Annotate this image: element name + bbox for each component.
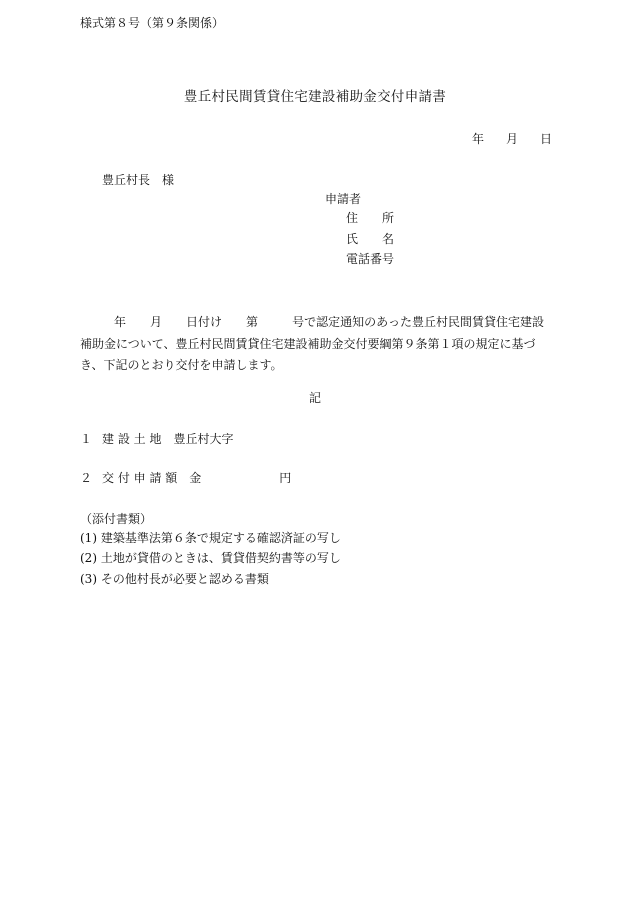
- attachment-item: (2) 土地が貸借のときは、賃貸借契約書等の写し: [80, 551, 341, 565]
- item-value: 金: [189, 471, 202, 485]
- item-construction-land: [80, 433, 233, 445]
- attachment-item: (3) その他村長が必要と認める書類: [80, 572, 269, 586]
- item-number: １: [80, 432, 93, 446]
- body-dai: 第: [246, 315, 259, 329]
- date-month: 月: [506, 132, 519, 146]
- attachments-heading: （添付書類）: [80, 512, 153, 526]
- name-label: 氏 名: [346, 232, 395, 246]
- item-label: 交 付 申 請 額: [102, 471, 178, 485]
- item-label: 建 設 土 地: [102, 432, 162, 446]
- document-title: 豊丘村民間賃貸住宅建設補助金交付申請書: [183, 89, 447, 105]
- body-month: 月: [150, 315, 163, 329]
- item-requested-amount: [80, 472, 291, 484]
- body-dated: 日付け: [186, 315, 223, 329]
- addressee: 豊丘村長 様: [102, 173, 175, 187]
- date-day: 日: [540, 132, 553, 146]
- ki-heading: 記: [308, 391, 321, 405]
- date-year: 年: [472, 132, 485, 146]
- body-text: 号で認定通知のあった豊丘村民間賃貸住宅建設補助金について、豊丘村民間賃貸住宅建設補助金交付要綱第９条第１項の規定に基づき、下記のとおり交付を申請します。: [80, 315, 544, 372]
- application-body: [80, 312, 552, 377]
- item-unit: 円: [279, 471, 292, 485]
- date-line: [472, 133, 552, 145]
- address-label: 住 所: [346, 211, 395, 225]
- phone-label: 電話番号: [346, 252, 395, 266]
- form-number: 様式第８号（第９条関係）: [80, 16, 225, 30]
- applicant-label: 申請者: [325, 192, 362, 206]
- item-value: 豊丘村大字: [173, 432, 234, 446]
- body-year: 年: [114, 315, 127, 329]
- item-number: ２: [80, 471, 93, 485]
- attachment-item: (1) 建築基準法第６条で規定する確認済証の写し: [80, 531, 341, 545]
